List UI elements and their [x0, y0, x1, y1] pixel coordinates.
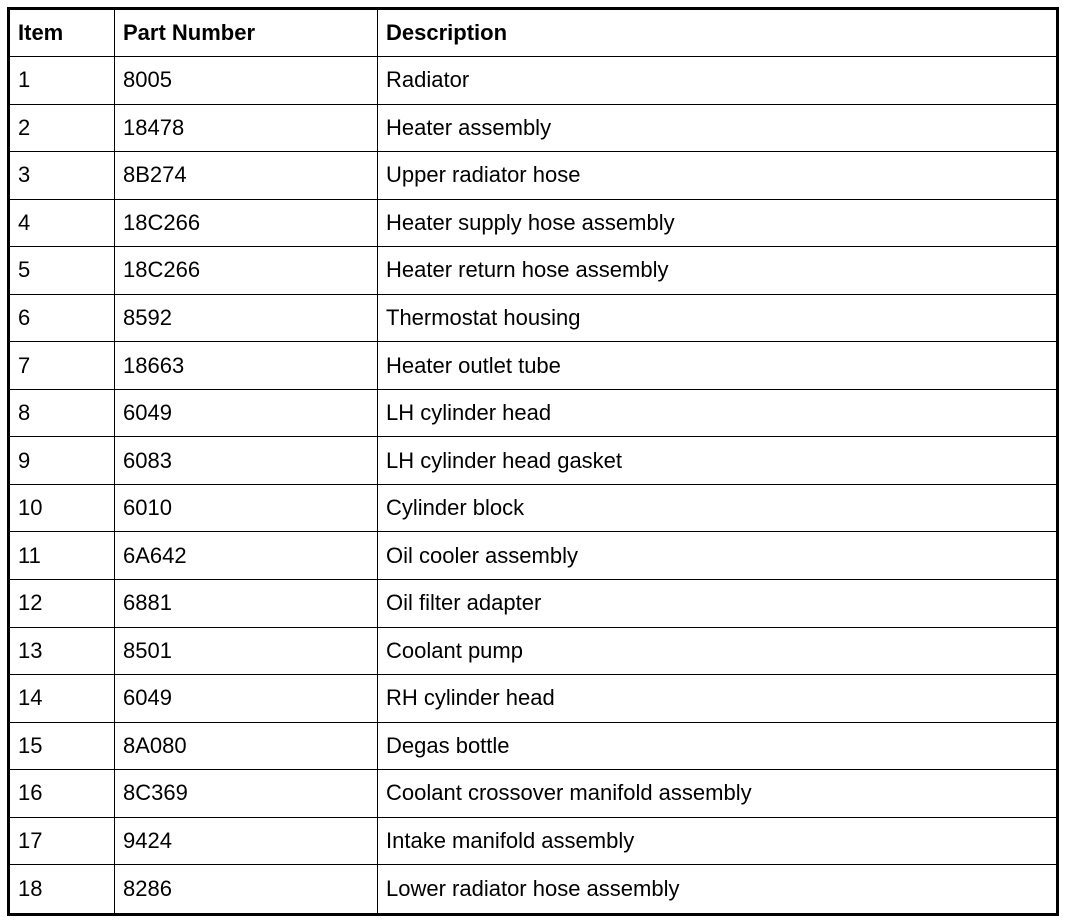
part-number-cell: 8B274 [115, 152, 378, 200]
part-number-cell: 18663 [115, 342, 378, 390]
table-row [9, 57, 1058, 105]
item-cell: 7 [9, 342, 115, 390]
item-cell: 5 [9, 247, 115, 295]
part-number-cell: 18C266 [115, 199, 378, 247]
table-row [9, 247, 1058, 295]
table-row [9, 865, 1058, 915]
table-row [9, 484, 1058, 532]
item-cell: 1 [9, 57, 115, 105]
description-cell: Thermostat housing [378, 294, 1058, 342]
description-cell: Degas bottle [378, 722, 1058, 770]
item-cell: 16 [9, 770, 115, 818]
description-cell: Intake manifold assembly [378, 817, 1058, 865]
description-cell: RH cylinder head [378, 675, 1058, 723]
part-number-cell: 8A080 [115, 722, 378, 770]
part-number-cell: 6049 [115, 675, 378, 723]
part-number-cell: 18478 [115, 104, 378, 152]
table-row [9, 389, 1058, 437]
part-number-cell: 8286 [115, 865, 378, 915]
description-cell: Heater supply hose assembly [378, 199, 1058, 247]
item-cell: 6 [9, 294, 115, 342]
description-cell: Heater assembly [378, 104, 1058, 152]
item-cell: 14 [9, 675, 115, 723]
item-cell: 18 [9, 865, 115, 915]
description-cell: LH cylinder head gasket [378, 437, 1058, 485]
part-number-cell: 8005 [115, 57, 378, 105]
table-row [9, 437, 1058, 485]
table-row [9, 342, 1058, 390]
description-cell: Cylinder block [378, 484, 1058, 532]
table-row [9, 152, 1058, 200]
item-cell: 13 [9, 627, 115, 675]
item-cell: 15 [9, 722, 115, 770]
table-row [9, 294, 1058, 342]
table-row [9, 722, 1058, 770]
table-row [9, 770, 1058, 818]
description-cell: Radiator [378, 57, 1058, 105]
table-row [9, 199, 1058, 247]
table-row [9, 817, 1058, 865]
item-cell: 10 [9, 484, 115, 532]
part-number-cell: 8501 [115, 627, 378, 675]
description-cell: Oil filter adapter [378, 580, 1058, 628]
part-number-cell: 8592 [115, 294, 378, 342]
table-header-row [9, 9, 1058, 57]
item-cell: 2 [9, 104, 115, 152]
item-cell: 17 [9, 817, 115, 865]
description-cell: Oil cooler assembly [378, 532, 1058, 580]
description-cell: Coolant crossover manifold assembly [378, 770, 1058, 818]
part-number-cell: 6083 [115, 437, 378, 485]
description-cell: Lower radiator hose assembly [378, 865, 1058, 915]
table-row [9, 532, 1058, 580]
part-number-cell: 6881 [115, 580, 378, 628]
table-row [9, 580, 1058, 628]
description-cell: Heater outlet tube [378, 342, 1058, 390]
item-cell: 3 [9, 152, 115, 200]
part-number-cell: 8C369 [115, 770, 378, 818]
description-cell: Upper radiator hose [378, 152, 1058, 200]
description-cell: Coolant pump [378, 627, 1058, 675]
part-number-cell: 6049 [115, 389, 378, 437]
item-cell: 9 [9, 437, 115, 485]
description-cell: Heater return hose assembly [378, 247, 1058, 295]
part-number-cell: 9424 [115, 817, 378, 865]
table-row [9, 675, 1058, 723]
parts-table [7, 7, 1059, 916]
part-number-cell: 6010 [115, 484, 378, 532]
table-row [9, 104, 1058, 152]
table-row [9, 627, 1058, 675]
item-cell: 12 [9, 580, 115, 628]
part-number-cell: 18C266 [115, 247, 378, 295]
part-number-cell: 6A642 [115, 532, 378, 580]
column-header-description: Description [378, 9, 1058, 57]
column-header-item: Item [9, 9, 115, 57]
column-header-part-number: Part Number [115, 9, 378, 57]
item-cell: 4 [9, 199, 115, 247]
description-cell: LH cylinder head [378, 389, 1058, 437]
item-cell: 8 [9, 389, 115, 437]
item-cell: 11 [9, 532, 115, 580]
